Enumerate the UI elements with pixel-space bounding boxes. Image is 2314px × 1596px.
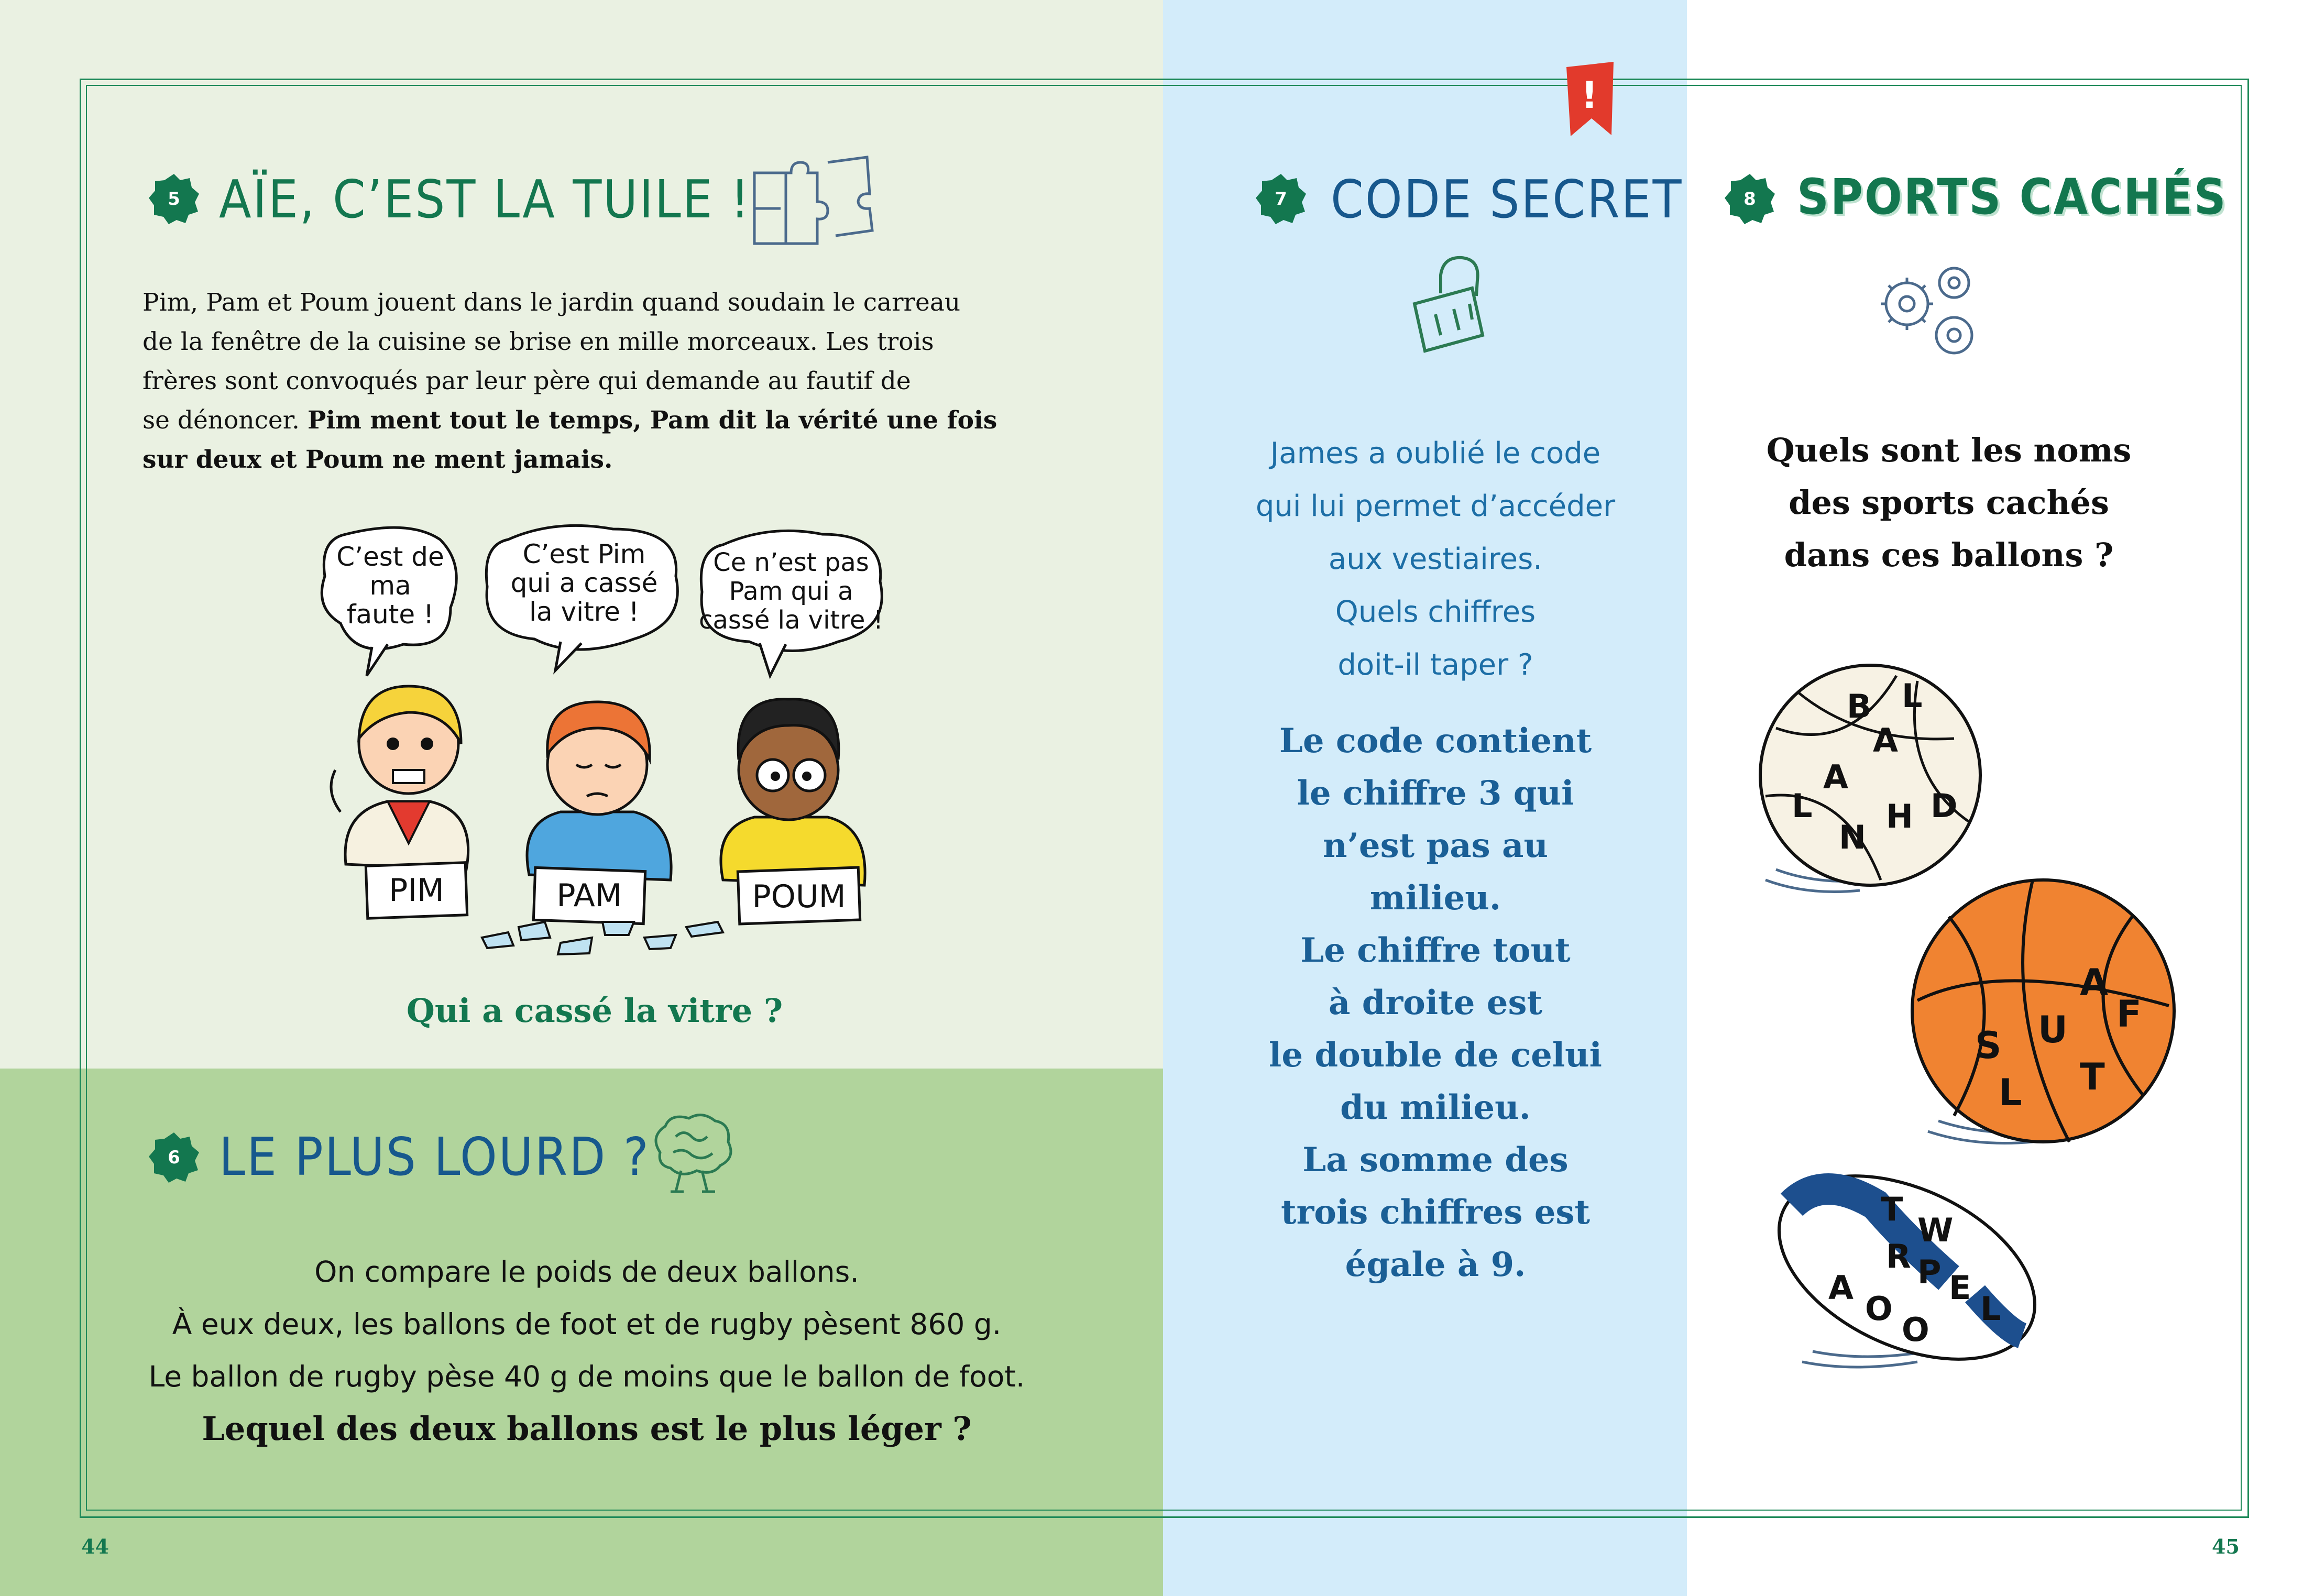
- speech-bubble-poum: [699, 531, 883, 676]
- question-line: Quels sont les noms: [1766, 431, 2132, 469]
- puzzle-8-number: 8: [1743, 189, 1756, 210]
- svg-text:C’est Pim: C’est Pim: [522, 539, 646, 569]
- puzzle-5-title: AÏE, C’EST LA TUILE !: [219, 169, 751, 230]
- clue-line: La somme des: [1302, 1140, 1569, 1180]
- svg-text:T: T: [2080, 1055, 2105, 1098]
- puzzle-8-question: [1703, 424, 2195, 581]
- puzzle-6-number: 6: [168, 1147, 180, 1168]
- glass-shards: [482, 922, 723, 954]
- svg-text:!: !: [1581, 74, 1598, 117]
- paragraph-bold-line: sur deux et Poum ne ment jamais.: [142, 445, 613, 474]
- clue-line: du milieu.: [1340, 1088, 1531, 1127]
- intro-line: doit-il taper ?: [1337, 648, 1533, 682]
- basketball-letters: [1896, 869, 2179, 1163]
- intro-line: aux vestiaires.: [1328, 542, 1543, 576]
- svg-text:L: L: [1999, 1071, 2022, 1114]
- puzzle-5-badge: [148, 173, 200, 225]
- puzzle-7-title: CODE SECRET: [1331, 169, 1683, 230]
- puzzle-7-number: 7: [1275, 189, 1287, 210]
- puzzle-6-question: Lequel des deux ballons est le plus léger ?: [202, 1410, 972, 1448]
- svg-text:qui a cassé: qui a cassé: [510, 568, 658, 598]
- svg-text:E: E: [1949, 1269, 1971, 1307]
- statement-line: Le ballon de rugby pèse 40 g de moins que le ballon de foot.: [148, 1360, 1025, 1393]
- question-line: des sports cachés: [1789, 483, 2109, 522]
- clue-line: milieu.: [1369, 878, 1501, 918]
- page-number-left: 44: [81, 1535, 109, 1558]
- puzzle-5-question: Qui a cassé la vitre ?: [406, 992, 783, 1030]
- svg-text:L: L: [1902, 677, 1923, 715]
- paragraph-line: de la fenêtre de la cuisine se brise en mille morceaux. Les trois: [142, 327, 934, 356]
- svg-text:POUM: POUM: [752, 878, 846, 915]
- sign-pim: [366, 863, 467, 919]
- svg-text:B: B: [1847, 687, 1872, 725]
- svg-text:ma: ma: [369, 570, 411, 601]
- svg-text:C’est de: C’est de: [336, 542, 444, 572]
- svg-text:H: H: [1886, 797, 1913, 835]
- svg-text:PIM: PIM: [389, 872, 444, 909]
- clue-line: à droite est: [1328, 983, 1543, 1022]
- svg-text:O: O: [1902, 1311, 1929, 1349]
- puzzle-8-title: SPORTS CACHÉS: [1797, 169, 2228, 226]
- svg-text:D: D: [1931, 787, 1958, 825]
- sign-pam: [533, 867, 645, 923]
- pam-character: [527, 702, 671, 880]
- puzzle-7-clues: [1189, 715, 1682, 1291]
- svg-text:O: O: [1865, 1290, 1893, 1328]
- svg-text:T: T: [1881, 1190, 1903, 1228]
- svg-text:A: A: [1823, 758, 1848, 796]
- svg-text:A: A: [1828, 1269, 1854, 1307]
- clue-line: trois chiffres est: [1281, 1193, 1590, 1232]
- clue-line: n’est pas au: [1323, 826, 1548, 865]
- svg-text:S: S: [1975, 1024, 2002, 1067]
- svg-text:F: F: [2116, 993, 2142, 1036]
- puzzle-6-title: LE PLUS LOURD ?: [219, 1126, 650, 1187]
- svg-text:P: P: [1917, 1253, 1942, 1291]
- svg-text:Ce n’est pas: Ce n’est pas: [713, 548, 869, 577]
- svg-text:N: N: [1839, 818, 1866, 856]
- puzzle-5-paragraph: [142, 283, 1085, 479]
- svg-text:A: A: [2080, 961, 2109, 1004]
- puzzle-7-intro: [1189, 427, 1682, 691]
- statement-line: À eux deux, les ballons de foot et de rugby pèsent 860 g.: [172, 1307, 1002, 1341]
- svg-text:PAM: PAM: [556, 877, 622, 914]
- page-number-right: 45: [2212, 1535, 2240, 1558]
- padlock-icon: [1404, 251, 1493, 356]
- statement-line: On compare le poids de deux ballons.: [314, 1255, 859, 1289]
- gears-icon: [1876, 262, 1980, 367]
- svg-text:U: U: [2038, 1008, 2068, 1051]
- rugby-ball-letters: [1760, 1163, 2054, 1372]
- paragraph-line: se dénoncer.: [142, 406, 300, 435]
- intro-line: qui lui permet d’accéder: [1255, 489, 1616, 523]
- puzzle-5-number: 5: [168, 189, 180, 210]
- poum-character: [721, 699, 865, 885]
- svg-text:A: A: [1873, 721, 1898, 760]
- clue-line: le double de celui: [1269, 1036, 1602, 1075]
- puzzle-8-badge: [1724, 173, 1776, 225]
- pim-character: [331, 686, 468, 869]
- svg-text:cassé la vitre !: cassé la vitre !: [699, 606, 883, 635]
- svg-text:faute !: faute !: [346, 599, 434, 630]
- puzzle-6-badge: [148, 1131, 200, 1184]
- puzzle-7-badge: [1255, 173, 1307, 225]
- clue-line: le chiffre 3 qui: [1297, 774, 1574, 813]
- paragraph-line: frères sont convoqués par leur père qui demande au fautif de: [142, 367, 911, 395]
- svg-text:L: L: [1792, 787, 1813, 825]
- svg-text:W: W: [1917, 1211, 1954, 1249]
- puzzle-6-statement: [115, 1246, 1058, 1455]
- svg-text:L: L: [1980, 1290, 2001, 1328]
- speech-bubble-pam: [486, 525, 677, 670]
- question-line: dans ces ballons ?: [1784, 536, 2114, 574]
- three-brothers-illustration: [309, 519, 948, 969]
- svg-text:R: R: [1886, 1237, 1911, 1275]
- intro-line: James a oublié le code: [1270, 436, 1601, 470]
- intro-line: Quels chiffres: [1335, 595, 1536, 629]
- paragraph-line: Pim, Pam et Poum jouent dans le jardin quand soudain le carreau: [142, 288, 961, 317]
- puzzle-pieces-icon: [744, 152, 875, 251]
- paragraph-bold-line: Pim ment tout le temps, Pam dit la vérité une fois: [307, 406, 997, 435]
- clue-line: égale à 9.: [1345, 1245, 1526, 1284]
- svg-text:Pam qui a: Pam qui a: [729, 577, 853, 606]
- sign-poum: [738, 867, 860, 924]
- bookmark-exclamation-icon: [1561, 62, 1619, 140]
- volleyball-letters: [1745, 660, 1996, 901]
- brain-icon: [639, 1105, 744, 1199]
- clue-line: Le chiffre tout: [1300, 931, 1571, 970]
- speech-bubble-pim: [322, 527, 456, 676]
- clue-line: Le code contient: [1279, 721, 1592, 761]
- svg-text:la vitre !: la vitre !: [529, 597, 639, 627]
